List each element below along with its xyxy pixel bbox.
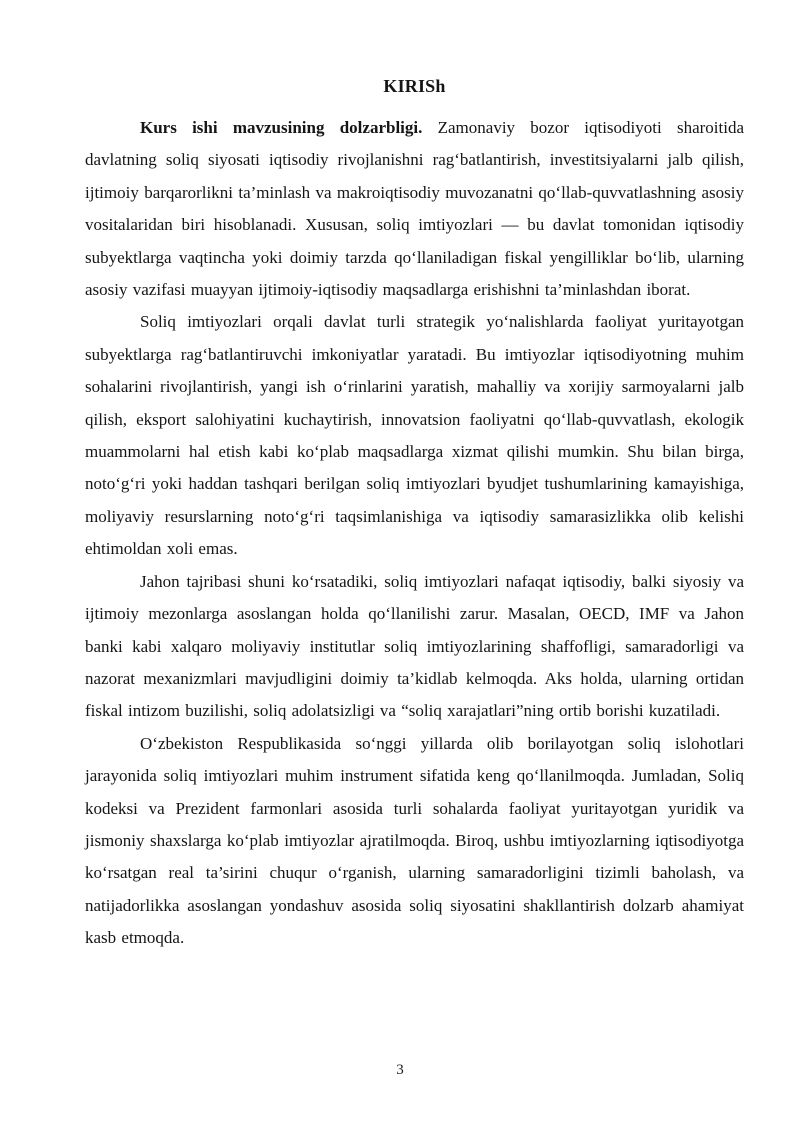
paragraph-1 [85,112,744,306]
document-body [85,74,744,955]
section-title: KIRISh [383,76,446,96]
paragraph-4: Oʻzbekiston Respublikasida soʻnggi yillarda olib borilayotgan soliq islohotlari jarayonida soliq imtiyozlari muhim instrument sifatida keng qoʻllanilmoqda. Jumladan, Soliq kodeksi va Prezident farmonlari asosida turli sohalarda faoliyat yuritayotgan yuridik va jismoniy shaxslarga koʻplab imtiyozlar ajratilmoqda. Biroq, ushbu imtiyozlarning iqtisodiyotga koʻrsatgan real ta’sirini chuqur oʻrganish, ularning samaradorligini tizimli baholash, va natijadorlikka asoslangan yondashuv asosida soliq siyosatini shakllantirish dolzarb ahamiyat kasb etmoqda. [85,733,744,948]
paragraph-2: Soliq imtiyozlari orqali davlat turli strategik yoʻnalishlarda faoliyat yuritayotgan subyektlarga ragʻbatlantiruvchi imkoniyatlar yaratadi. Bu imtiyozlar iqtisodiyotning muhim sohalarini rivojlantirish, yangi ish oʻrinlarini yaratish, mahalliy va xorijiy sarmoyalarni jalb qilish, eksport salohiyatini kuchaytirish, innovatsion faoliyatni qoʻllab-quvvatlash, ekologik muammolarni hal etish kabi koʻplab maqsadlarga xizmat qilishi mumkin. Shu bilan birga, notoʻgʻri yoki haddan tashqari berilgan soliq imtiyozlari byudjet tushumlarining kamayishiga, moliyaviy resurslarning notoʻgʻri taqsimlanishiga va iqtisodiy samarasizlikka olib kelishi ehtimoldan xoli emas. [85,312,744,559]
paragraph-1-lead: Kurs ishi mavzusining dolzarbligi. [140,118,423,137]
page-number: 3 [396,1062,404,1078]
paragraph-1-text: Zamonaviy bozor iqtisodiyoti sharoitida davlatning soliq siyosati iqtisodiy rivojlanishni ragʻbatlantirish, investitsiyalarni jalb qilish, ijtimoiy barqarorlikni ta’minlash va makroiqtisodiy muvozanatni qoʻllab-quvvatlashning asosiy vositalaridan biri hisoblanadi. Xususan, soliq imtiyozlari — bu davlat tomonidan iqtisodiy subyektlarga vaqtincha yoki doimiy tarzda qoʻllaniladigan fiskal yengilliklar boʻlib, ularning asosiy vazifasi muayyan ijtimoiy-iqtisodiy maqsadlarga erishishni ta’minlashdan iborat. [85,118,744,300]
paragraph-3: Jahon tajribasi shuni koʻrsatadiki, soliq imtiyozlari nafaqat iqtisodiy, balki siyosiy va ijtimoiy mezonlarga asoslangan holda qoʻllanilishi zarur. Masalan, OECD, IMF va Jahon banki kabi xalqaro moliyaviy institutlar soliq imtiyozlarining shaffofligi, samaradorligi va nazorat mexanizmlari mavjudligini doimiy ta’kidlab kelmoqda. Aks holda, ularning ortidan fiskal intizom buzilishi, soliq adolatsizligi va “soliq xarajatlari”ning ortib borishi kuzatiladi. [85,571,744,721]
